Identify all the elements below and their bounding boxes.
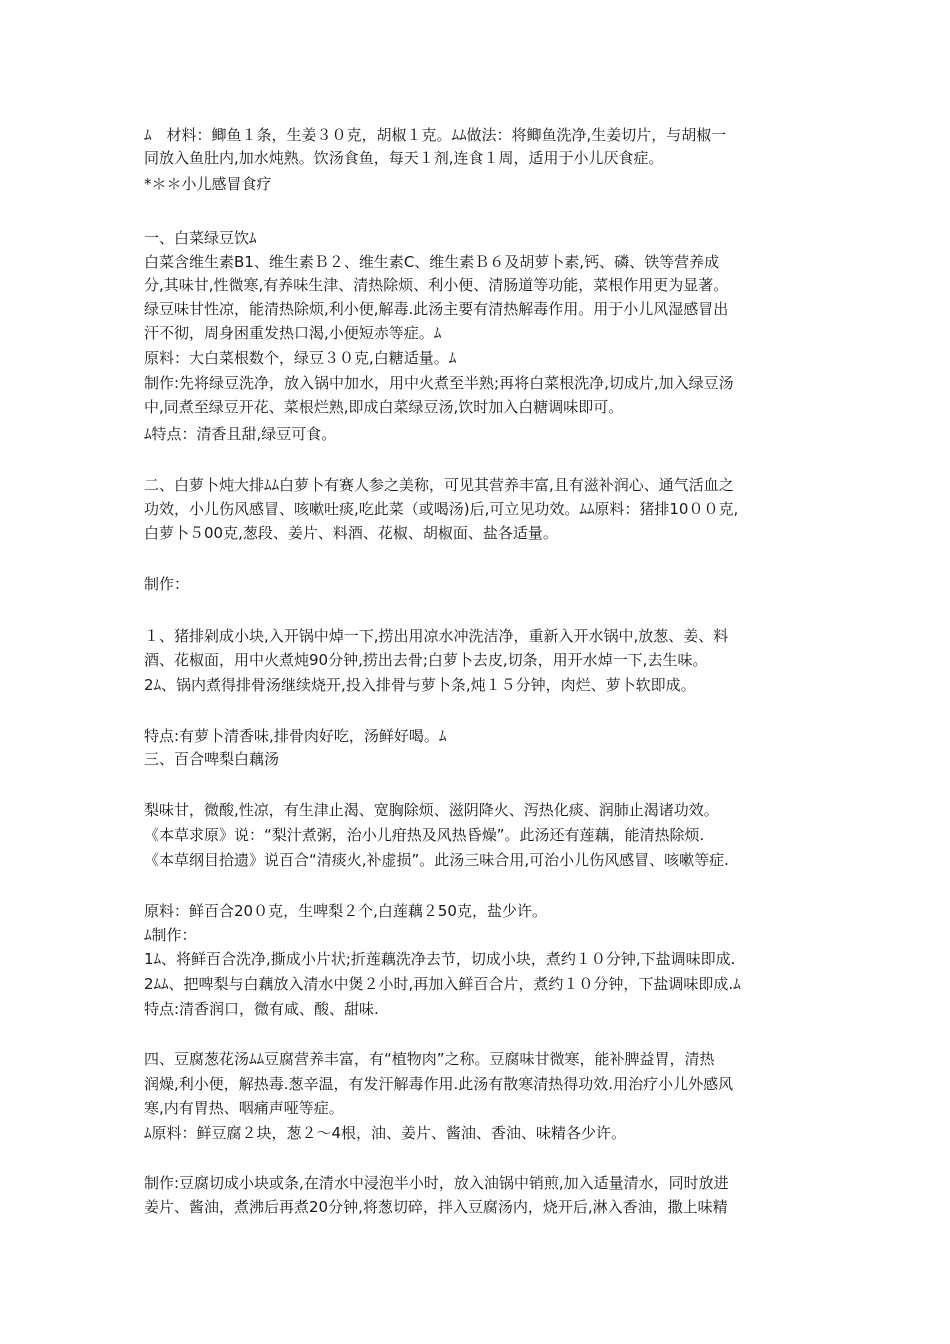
text-line: ﾑ特点：清香且甜,绿豆可食。	[144, 425, 337, 443]
text-line: 白萝卜５00克,葱段、姜片、料酒、花椒、胡椒面、盐各适量。	[144, 524, 558, 542]
text-line: 姜片、酱油，煮沸后再煮20分钟,将葱切碎，拌入豆腐汤内，烧开后,淋入香油，撒上味精	[144, 1198, 728, 1216]
text-line: ﾑ原料：鲜豆腐２块，葱２～4根，油、姜片、酱油、香油、味精各少许。	[144, 1124, 627, 1142]
text-line: 同放入鱼肚内,加水炖熟。饮汤食鱼，每天１剂,连食１周，适用于小儿厌食症。	[144, 149, 664, 167]
text-line: 2ﾑ、锅内煮得排骨汤继续烧开,投入排骨与萝卜条,炖１５分钟，肉烂、萝卜软即成。	[144, 676, 696, 694]
text-line: 特点:有萝卜清香味,排骨肉好吃，汤鲜好喝。ﾑ	[144, 727, 447, 745]
text-line: 汗不彻，周身困重发热口渴,小便短赤等症。ﾑ	[144, 324, 442, 342]
text-line: 制作:豆腐切成小块或条,在清水中浸泡半小时，放入油锅中销煎,加入适量清水，同时放进	[144, 1174, 729, 1192]
text-line: 原料：鲜百合20０克，生啤梨２个,白莲藕２50克，盐少许。	[144, 902, 547, 920]
text-line: 制作:先将绿豆洗净，放入锅中加水，用中火煮至半熟;再将白菜根洗净,切成片,加入绿豆汤	[144, 374, 734, 392]
section-heading: 四、豆腐葱花汤ﾑﾑ豆腐营养丰富，有“植物肉”之称。豆腐味甘微寒，能补脾益胃，清热	[144, 1050, 715, 1068]
text-line: 《本草纲目拾遗》说百合“清痰火,补虚损”。此汤三味合用,可治小儿伤风感冒、咳嗽等症.	[144, 851, 729, 869]
text-line: 梨味甘，微酸,性凉，有生津止渴、宽胸除烦、滋阴降火、泻热化痰、润肺止渴诸功效。	[144, 801, 719, 819]
text-line: 特点:清香润口，微有咸、酸、甜味.	[144, 1000, 379, 1018]
text-line: ﾑ制作：	[144, 926, 197, 944]
section-heading: 一、白菜绿豆饮ﾑ	[144, 229, 257, 247]
text-line: 中,同煮至绿豆开花、菜根烂熟,即成白菜绿豆汤,饮时加入白糖调味即可。	[144, 398, 624, 416]
text-line: 分,其味甘,性微寒,有养味生津、清热除烦、利小便、清肠道等功能，菜根作用更为显著。	[144, 276, 729, 294]
section-heading: 二、白萝卜炖大排ﾑﾑ白萝卜有赛人参之美称，可见其营养丰富,且有滋补润心、通气活血之	[144, 476, 734, 494]
text-line: ﾑ 材料：鲫鱼１条，生姜３０克，胡椒１克。ﾑﾑ做法：将鲫鱼洗净,生姜切片，与胡椒一	[144, 126, 727, 144]
text-line: 原料：大白菜根数个，绿豆３０克,白糖适量。ﾑ	[144, 349, 457, 367]
text-line: 绿豆味甘性凉，能清热除烦,利小便,解毒.此汤主要有清热解毒作用。用于小儿风湿感冒出	[144, 300, 729, 318]
section-heading: *＊＊小儿感冒食疗	[144, 175, 272, 193]
text-line: 寒,内有胃热、咽痛声哑等症。	[144, 1099, 344, 1117]
text-line: 制作：	[144, 575, 190, 593]
text-line: 功效，小儿伤风感冒、咳嗽吐痰,吃此菜（或喝汤)后,可立见功效。ﾑﾑ原料：猪排10００克,	[144, 500, 739, 518]
section-heading: 三、百合啤梨白藕汤	[144, 750, 280, 768]
text-line: １、猪排剁成小块,入开锅中焯一下,捞出用凉水冲洗洁净，重新入开水锅中,放葱、姜、料	[144, 627, 729, 645]
text-line: 1ﾑ、将鲜百合洗净,撕成小片状;折莲藕洗净去节，切成小块，煮约１０分钟,下盐调味即成.	[144, 950, 736, 968]
text-line: 酒、花椒面，用中火煮炖90分钟,捞出去骨;白萝卜去皮,切条，用开水焯一下,去生味。	[144, 651, 708, 669]
text-line: 白菜含维生素B1、维生素Ｂ２、维生素C、维生素Ｂ６及胡萝卜素,钙、磷、铁等营养成	[144, 253, 720, 271]
text-line: 2ﾑﾑ、把啤梨与白藕放入清水中煲２小时,再加入鲜百合片，煮约１０分钟，下盐调味即成.ﾑ	[144, 975, 741, 993]
text-line: 润燥,利小便，解热毒.葱辛温，有发汗解毒作用.此汤有散寒清热得功效.用治疗小儿外感风	[144, 1075, 734, 1093]
text-line: 《本草求原》说：“梨汁煮粥，治小儿疳热及风热昏燥”。此汤还有莲藕，能清热除烦.	[144, 826, 705, 844]
